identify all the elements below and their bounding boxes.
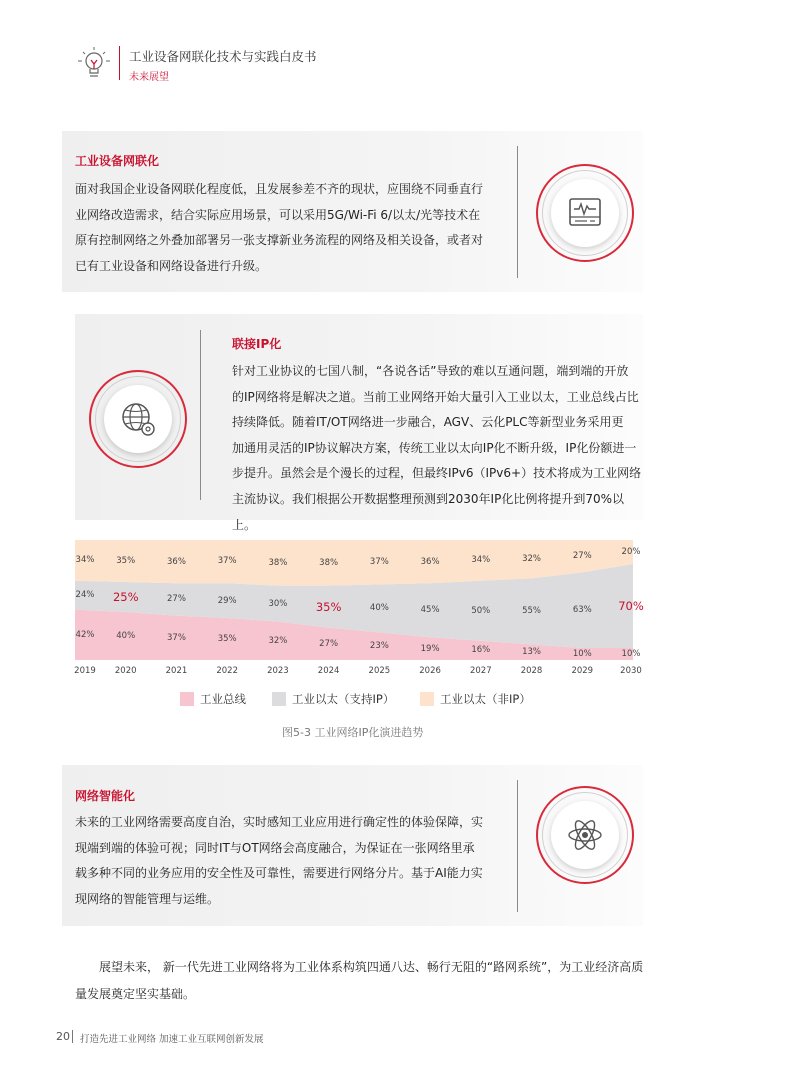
page-number: 20 — [56, 1030, 70, 1043]
section-divider — [200, 330, 201, 500]
section-divider — [517, 146, 518, 278]
data-label: 24% — [75, 590, 95, 601]
text-line: 现网络的智能管理与运维。 — [75, 891, 220, 906]
footer-text: 打造先进工业网络 加速工业互联网创新发展 — [80, 1034, 264, 1045]
data-label: 27% — [572, 551, 592, 562]
data-label: 37% — [167, 632, 186, 643]
data-label: 34% — [75, 555, 95, 566]
section-heading: 联接IP化 — [232, 337, 282, 351]
section-body — [75, 177, 505, 279]
document-title: 工业设备网联化技术与实践白皮书 — [129, 49, 317, 64]
x-tick-label: 2020 — [114, 666, 137, 676]
data-label: 38% — [319, 557, 339, 568]
x-tick-label: 2026 — [419, 666, 441, 676]
text-line: 现端到端的体验可视；同时IT与OT网络会高度融合，为保证在一张网络里承 — [75, 840, 475, 855]
data-label: 27% — [167, 594, 186, 605]
globe-gear-icon — [118, 399, 158, 439]
x-tick-label: 2027 — [469, 666, 492, 676]
data-label: 20% — [621, 547, 641, 557]
data-label: 55% — [522, 606, 541, 617]
x-tick-label: 2029 — [571, 666, 594, 676]
lightbulb-icon — [74, 44, 114, 84]
figure-caption: 图5-3 工业网络IP化演进趋势 — [282, 726, 424, 739]
monitor-waveform-icon — [565, 193, 605, 233]
text-line: 主流协议。我们根据公开数据整理预测到2030年IP化比例将提升到70%以上。 — [232, 491, 624, 532]
data-label: 13% — [522, 647, 541, 658]
section-heading: 工业设备网联化 — [75, 154, 160, 168]
data-label: 35% — [217, 634, 237, 644]
data-label: 37% — [217, 556, 237, 566]
header-divider — [119, 46, 120, 80]
x-tick-label: 2022 — [216, 666, 238, 676]
closing-paragraph: 展望未来， 新一代先进工业网络将为工业体系构筑四通八达、畅行无阻的“路网系统”，为工业经济高质量发展奠定坚实基础。 — [75, 960, 644, 1001]
section-body — [75, 810, 505, 912]
section-divider — [517, 780, 518, 912]
data-label: 32% — [268, 635, 288, 646]
text-line: 持续降低。随着IT/OT网络进一步融合，AGV、云化PLC等新型业务采用更 — [232, 415, 624, 430]
data-label: 36% — [420, 556, 440, 567]
data-label: 36% — [167, 556, 186, 567]
data-label: 32% — [522, 554, 541, 565]
x-tick-label: 2025 — [368, 666, 391, 676]
x-tick-label: 2030 — [620, 666, 642, 676]
data-label: 35% — [315, 599, 342, 614]
icon-badge — [536, 164, 634, 262]
text-line: 步提升。虽然会是个漫长的过程，但最终IPv6（IPv6+）技术将成为工业网络 — [232, 466, 642, 481]
data-label: 50% — [471, 605, 491, 616]
atom-icon — [565, 815, 605, 855]
data-label: 16% — [471, 645, 491, 656]
text-line: 载多种不同的业务应用的安全性及可靠性，需要进行网络分片。基于AI能力实 — [75, 866, 483, 881]
footer-divider — [72, 1030, 73, 1043]
icon-badge — [89, 370, 187, 468]
text-line: 的IP网络将是解决之道。当前工业网络开始大量引入工业以太，工业总线占比 — [232, 389, 639, 404]
data-label: 45% — [420, 605, 440, 616]
x-tick-label: 2028 — [520, 666, 543, 676]
data-label: 42% — [75, 629, 95, 640]
section-body — [232, 359, 642, 538]
text-line: 加通用灵活的IP协议解决方案，传统工业以太向IP化不断升级，IP化份额进一 — [232, 440, 637, 455]
text-line: 已有工业设备和网络设备进行升级。 — [75, 258, 268, 273]
data-label: 35% — [116, 556, 136, 566]
data-label: 19% — [420, 643, 440, 654]
text-line: 面对我国企业设备网联化程度低，且发展参差不齐的现状，应围绕不同垂直行 — [75, 182, 484, 196]
legend-swatch-ethernet-non-ip — [420, 692, 434, 706]
text-line: 针对工业协议的七国八制，“各说各话”导致的难以互通问题，端到端的开放 — [232, 364, 629, 378]
data-label: 40% — [369, 603, 389, 614]
x-tick-label: 2024 — [317, 666, 340, 676]
data-label: 63% — [572, 605, 592, 616]
data-label: 29% — [217, 595, 237, 606]
data-label: 25% — [112, 590, 139, 604]
data-label: 70% — [618, 599, 644, 613]
data-label: 27% — [319, 638, 339, 649]
ip-trend-chart — [75, 540, 633, 660]
section-heading: 网络智能化 — [75, 789, 136, 803]
x-tick-label: 2019 — [74, 666, 96, 676]
text-line: 未来的工业网络需要高度自治，实时感知工业应用进行确定性的体验保障，实 — [75, 815, 484, 829]
x-tick-label: 2023 — [267, 666, 289, 676]
data-label: 10% — [572, 649, 592, 659]
data-label: 23% — [369, 641, 389, 652]
legend-label-fieldbus: 工业总线 — [200, 692, 246, 706]
data-label: 10% — [621, 649, 641, 659]
x-tick-label: 2021 — [165, 666, 188, 676]
data-label: 37% — [369, 557, 389, 568]
data-label: 38% — [268, 557, 288, 568]
data-label: 40% — [116, 631, 136, 641]
legend-label-ethernet-non-ip: 工业以太（非IP） — [440, 692, 531, 706]
text-line: 原有控制网络之外叠加部署另一张支撑新业务流程的网络及相关设备，或者对 — [75, 233, 484, 248]
data-label: 30% — [268, 598, 288, 609]
legend-label-ethernet-ip: 工业以太（支持IP） — [292, 692, 395, 706]
legend-swatch-fieldbus — [180, 692, 194, 706]
chapter-title: 未来展望 — [129, 72, 169, 83]
icon-badge — [536, 786, 634, 884]
data-label: 34% — [471, 555, 491, 566]
legend-swatch-ethernet-ip — [272, 692, 286, 706]
text-line: 业网络改造需求，结合实际应用场景，可以采用5G/Wi-Fi 6/以太/光等技术在 — [75, 207, 481, 222]
